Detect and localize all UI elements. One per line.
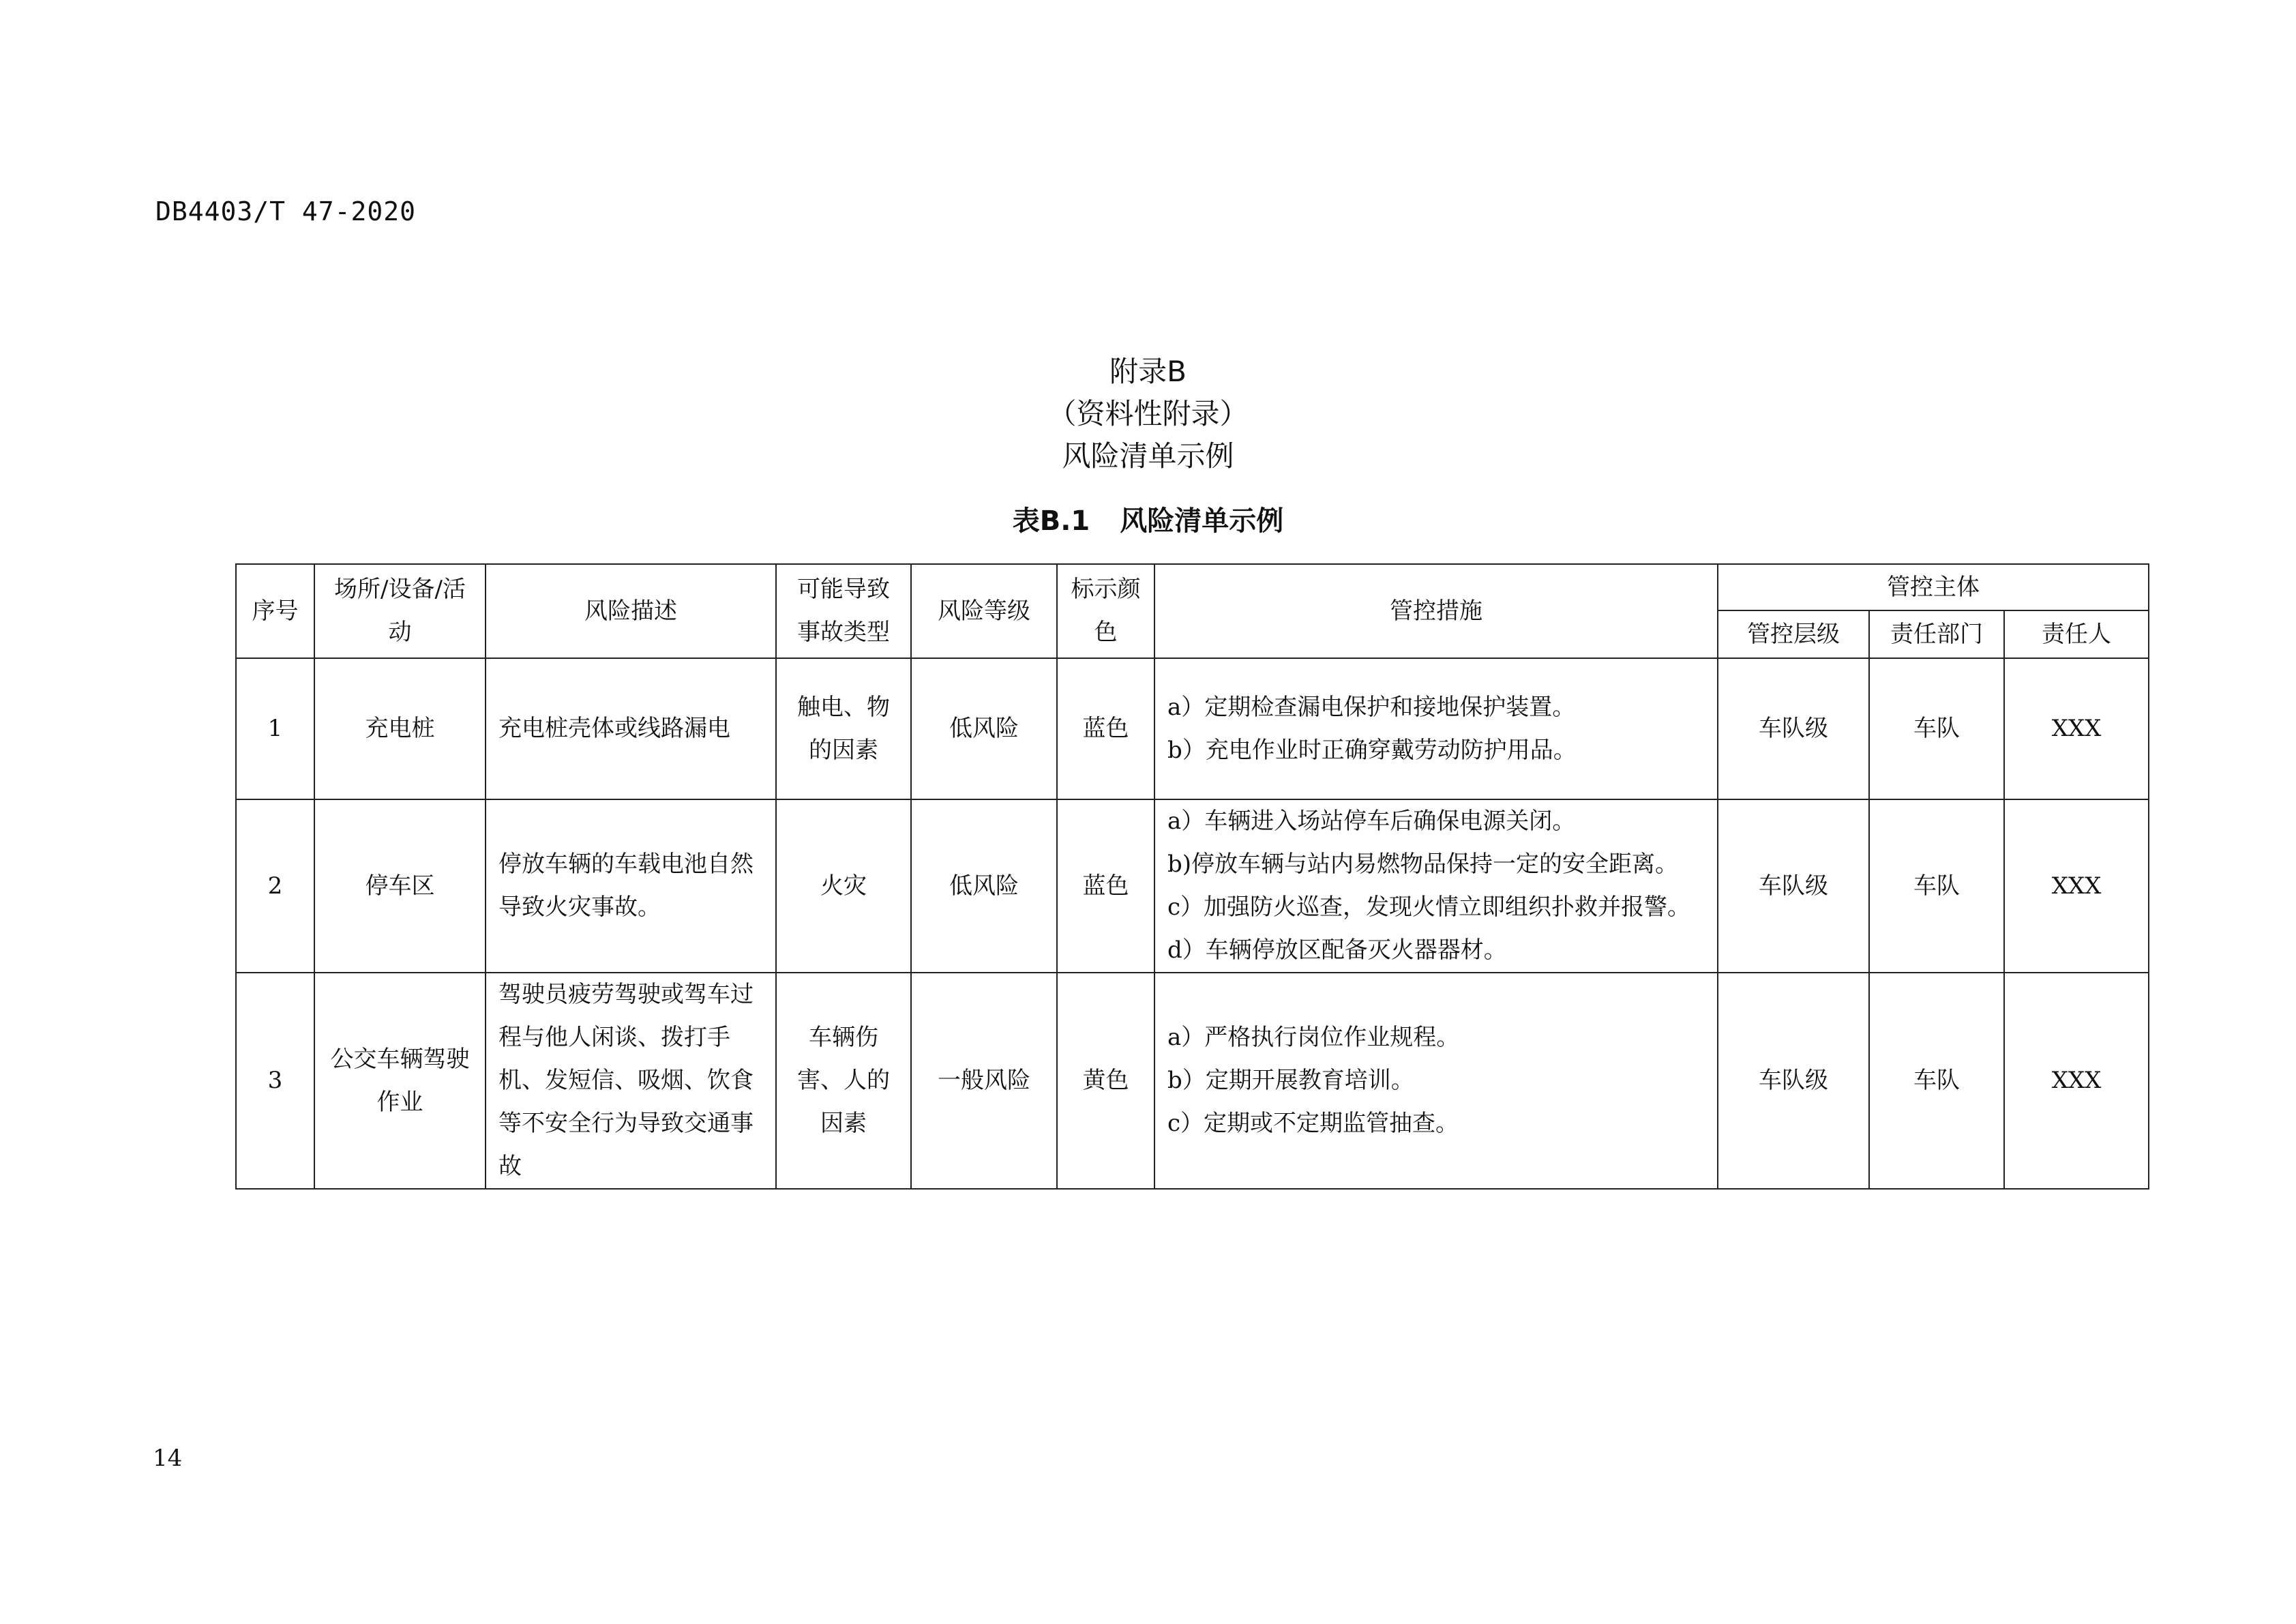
cell-subject-level: 车队级 <box>1718 973 1869 1189</box>
measure-item: b)停放车辆与站内易燃物品保持一定的安全距离。 <box>1167 851 1679 878</box>
header-measures: 管控措施 <box>1154 564 1718 658</box>
cell-accident-type: 触电、物的因素 <box>776 658 911 799</box>
cell-seq: 3 <box>236 973 314 1189</box>
header-level: 风险等级 <box>911 564 1057 658</box>
cell-color: 蓝色 <box>1057 658 1154 799</box>
table-row <box>236 799 2149 973</box>
cell-level: 低风险 <box>911 799 1057 973</box>
header-color: 标示颜色 <box>1057 564 1154 658</box>
cell-measures <box>1154 799 1718 973</box>
cell-department: 车队 <box>1869 658 2004 799</box>
cell-measures <box>1154 973 1718 1189</box>
cell-subject-level: 车队级 <box>1718 799 1869 973</box>
cell-color: 黄色 <box>1057 973 1154 1189</box>
cell-accident-type: 车辆伤害、人的因素 <box>776 973 911 1189</box>
header-person: 责任人 <box>2004 610 2149 658</box>
header-seq: 序号 <box>236 564 314 658</box>
header-subject: 管控主体 <box>1718 564 2149 610</box>
measure-item: b）定期开展教育培训。 <box>1167 1067 1414 1094</box>
cell-seq: 2 <box>236 799 314 973</box>
cell-description: 停放车辆的车载电池自然导致火灾事故。 <box>486 799 776 973</box>
cell-location: 停车区 <box>314 799 486 973</box>
header-description: 风险描述 <box>486 564 776 658</box>
cell-location: 公交车辆驾驶作业 <box>314 973 486 1189</box>
measure-item: c）定期或不定期监管抽查。 <box>1167 1110 1459 1137</box>
cell-accident-type: 火灾 <box>776 799 911 973</box>
cell-location: 充电桩 <box>314 658 486 799</box>
table-header-row <box>236 564 2149 610</box>
table-row <box>236 658 2149 799</box>
cell-seq: 1 <box>236 658 314 799</box>
risk-list-table <box>235 563 2149 1190</box>
cell-level: 低风险 <box>911 658 1057 799</box>
header-department: 责任部门 <box>1869 610 2004 658</box>
measure-item: a）定期检查漏电保护和接地保护装置。 <box>1167 693 1576 721</box>
cell-measures <box>1154 658 1718 799</box>
appendix-name: 风险清单示例 <box>1062 439 1234 473</box>
cell-subject-level: 车队级 <box>1718 658 1869 799</box>
cell-color: 蓝色 <box>1057 799 1154 973</box>
appendix-type: （资料性附录） <box>1047 397 1249 430</box>
cell-description: 充电桩壳体或线路漏电 <box>486 658 776 799</box>
cell-department: 车队 <box>1869 799 2004 973</box>
table-caption-title: 风险清单示例 <box>1120 505 1284 537</box>
table-caption-number: 表B.1 <box>1012 505 1090 537</box>
header-subject-level: 管控层级 <box>1718 610 1869 658</box>
measure-item: c）加强防火巡查，发现火情立即组织扑救并报警。 <box>1167 894 1691 921</box>
cell-level: 一般风险 <box>911 973 1057 1189</box>
table-caption <box>0 499 2296 538</box>
page-number: 14 <box>153 1445 183 1472</box>
table-row <box>236 973 2149 1189</box>
cell-description: 驾驶员疲劳驾驶或驾车过程与他人闲谈、拨打手机、发短信、吸烟、饮食等不安全行为导致交通事故 <box>486 973 776 1189</box>
document-number: DB4403/T 47-2020 <box>155 196 417 226</box>
cell-person: XXX <box>2004 799 2149 973</box>
cell-person: XXX <box>2004 658 2149 799</box>
measure-item: a）严格执行岗位作业规程。 <box>1167 1024 1460 1051</box>
measure-item: a）车辆进入场站停车后确保电源关闭。 <box>1167 808 1576 835</box>
appendix-title: 附录B <box>1109 355 1187 388</box>
cell-person: XXX <box>2004 973 2149 1189</box>
header-accident-type: 可能导致事故类型 <box>776 564 911 658</box>
measure-item: d）车辆停放区配备灭火器器材。 <box>1167 936 1507 964</box>
cell-department: 车队 <box>1869 973 2004 1189</box>
measure-item: b）充电作业时正确穿戴劳动防护用品。 <box>1167 736 1577 764</box>
header-location: 场所/设备/活动 <box>314 564 486 658</box>
